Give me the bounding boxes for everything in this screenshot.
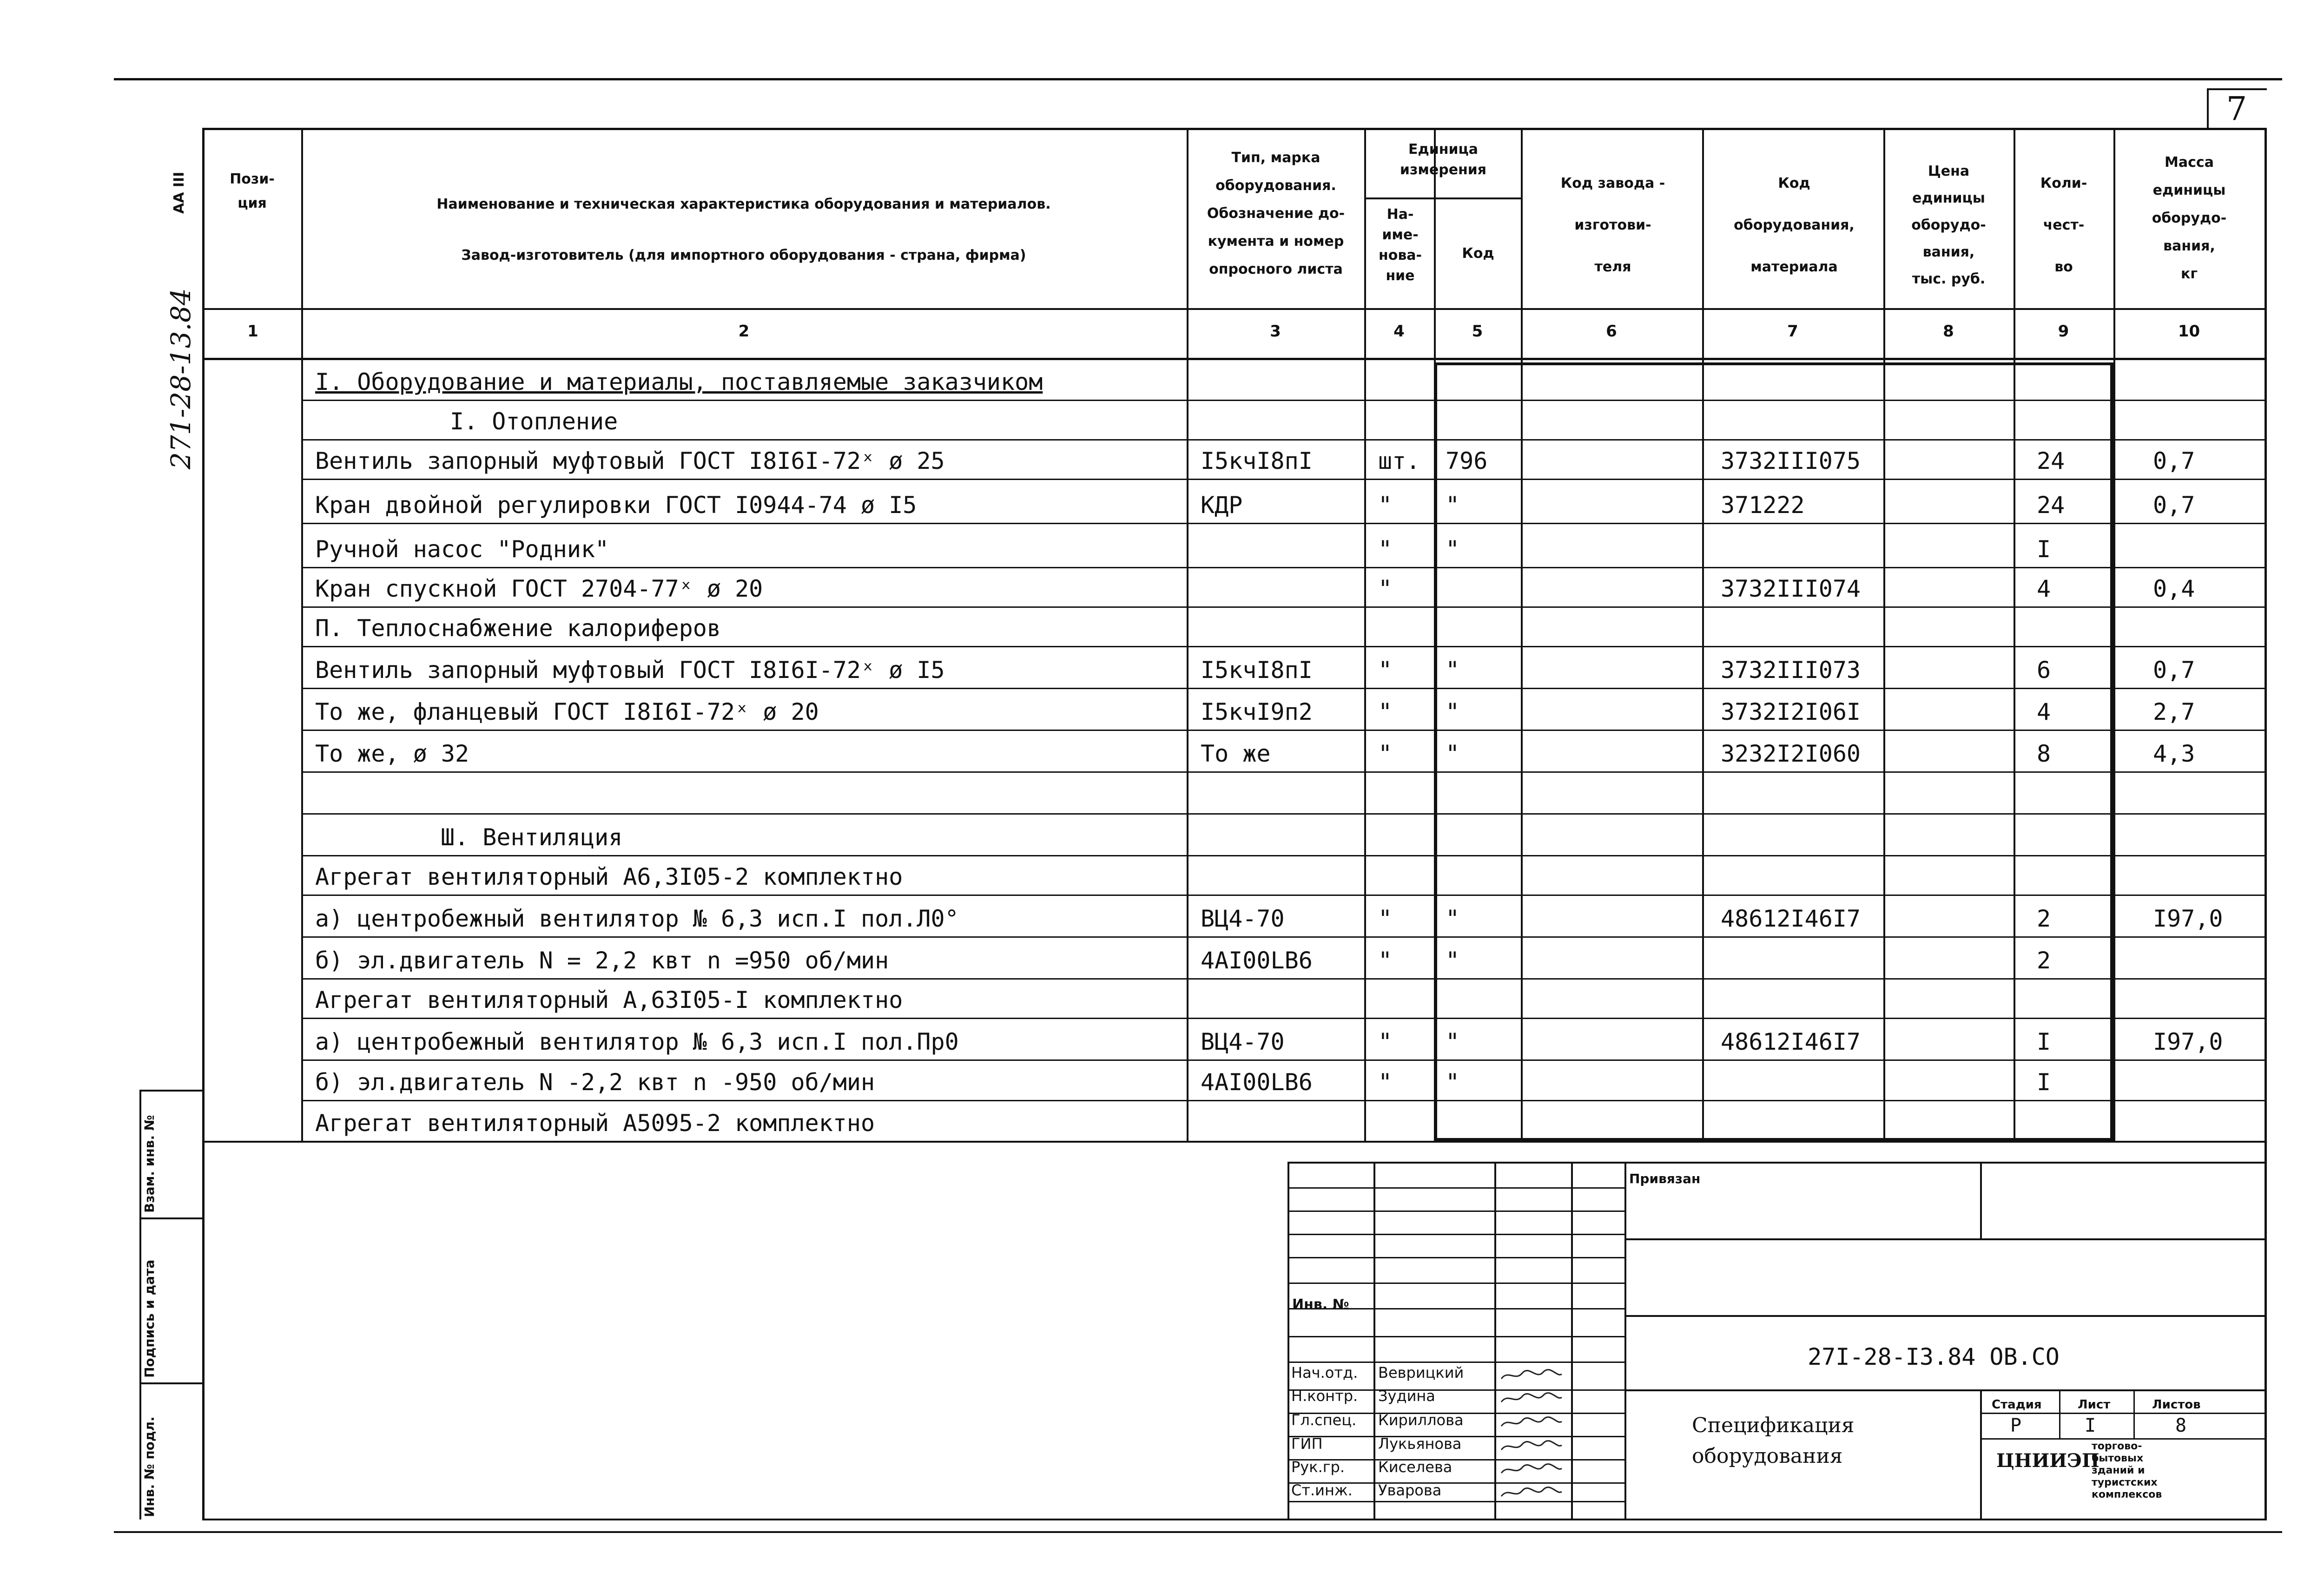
signer-role: ГИП: [1291, 1435, 1323, 1453]
column-number-10: 10: [2178, 322, 2200, 341]
row-quantity: I: [2037, 1069, 2051, 1096]
side-mark: АА III: [171, 171, 187, 214]
row-rule-5: [301, 567, 2265, 568]
frame-top: [202, 128, 2267, 130]
tb-stage-row2: [1980, 1438, 2265, 1440]
header-col7: Код оборудования, материала: [1734, 175, 1855, 275]
column-number-8: 8: [1943, 322, 1954, 341]
tb-stage-split: [1980, 1389, 1982, 1520]
row-equipment-code: 371222: [1721, 492, 1805, 519]
row-rule-2: [301, 439, 2265, 441]
privyazan-label: Привязан: [1629, 1171, 1701, 1186]
row-rule-13: [301, 895, 2265, 896]
inv-no-label: Инв. №: [1292, 1296, 1349, 1313]
row-rule-14: [301, 936, 2265, 938]
row-code: ": [1446, 947, 1460, 974]
signature-scribble: [1499, 1368, 1564, 1382]
side-label-podpis: Подпись и дата: [142, 1259, 157, 1378]
row-quantity: 4: [2037, 575, 2051, 602]
frame-right: [2265, 128, 2267, 1520]
row-equipment-code: 48612I46I7: [1721, 905, 1861, 932]
row-name: Ручной насос "Родник": [315, 536, 609, 563]
organization-subtitle: торгово- бытовых зданий и туристских комплексов: [2092, 1441, 2162, 1500]
signature-scribble: [1499, 1440, 1564, 1454]
signature-scribble: [1499, 1416, 1564, 1430]
tb-hline-7: [1287, 1362, 1624, 1363]
row-type: То же: [1201, 740, 1271, 767]
row-type: I5кчI9п2: [1201, 698, 1313, 725]
row-rule-9: [301, 730, 2265, 731]
sheet-label: Лист: [2078, 1398, 2111, 1412]
column-number-3: 3: [1270, 322, 1281, 341]
signature-scribble: [1499, 1486, 1564, 1500]
column-number-9: 9: [2058, 322, 2069, 341]
signer-role: Гл.спец.: [1291, 1411, 1357, 1429]
sheet-value: I: [2085, 1415, 2096, 1436]
header-col6: Код завода - изготови- теля: [1560, 175, 1665, 275]
tb-vline-2: [1571, 1162, 1573, 1520]
row-mass: I97,0: [2153, 1028, 2223, 1055]
row-name: Кран спускной ГОСТ 2704-77ˣ ø 20: [315, 575, 763, 602]
tb-hline-1: [1287, 1210, 1624, 1212]
signer-name: Веврицкий: [1378, 1364, 1464, 1381]
tb-right-row2: [1624, 1315, 2265, 1317]
organization-name: ЦНИИЭП: [1996, 1450, 2100, 1472]
signer-role: Нач.отд.: [1291, 1364, 1358, 1381]
row-code: ": [1446, 740, 1460, 767]
row-equipment-code: 3732III075: [1721, 447, 1861, 474]
row-name: Вентиль запорный муфтовый ГОСТ I8I6I-72ˣ ø I5: [315, 657, 945, 684]
row-quantity: 2: [2037, 947, 2051, 974]
row-name: а) центробежный вентилятор № 6,3 исп.I пол.Пр0: [315, 1028, 959, 1055]
row-name: П. Теплоснабжение калориферов: [315, 615, 721, 642]
row-name: Агрегат вентиляторный А6,3I05-2 комплектно: [315, 863, 903, 890]
header-col4: На- име- нова- ние: [1378, 206, 1422, 284]
tb-sheets-split: [2133, 1389, 2135, 1438]
header-col1: Пози- ция: [230, 171, 275, 211]
signature-scribble: [1499, 1392, 1564, 1406]
column-rule-2: [301, 130, 303, 1141]
row-mass: 2,7: [2153, 698, 2195, 725]
row-rule-8: [301, 688, 2265, 689]
row-quantity: 4: [2037, 698, 2051, 725]
tb-left: [1287, 1162, 1289, 1520]
document-title: Спецификация оборудования: [1692, 1414, 1855, 1468]
header-unit-group: Единица измерения: [1400, 141, 1487, 178]
stage-value: Р: [2010, 1415, 2022, 1436]
signer-name: Киселева: [1378, 1458, 1452, 1476]
row-name: Агрегат вентиляторный А5095-2 комплектно: [315, 1110, 875, 1137]
row-name: Ш. Вентиляция: [441, 824, 623, 851]
row-equipment-code: 3732III073: [1721, 657, 1861, 684]
row-unit: шт.: [1378, 447, 1420, 474]
row-equipment-code: 3732I2I06I: [1721, 698, 1861, 725]
row-unit: ": [1378, 536, 1393, 563]
row-rule-7: [301, 646, 2265, 647]
row-equipment-code: 48612I46I7: [1721, 1028, 1861, 1055]
row-quantity: 24: [2037, 447, 2065, 474]
signer-role: Ст.инж.: [1291, 1481, 1353, 1499]
row-name: То же, ø 32: [315, 740, 469, 767]
row-unit: ": [1378, 740, 1393, 767]
row-name: Агрегат вентиляторный А,63I05-I комплектно: [315, 987, 903, 1013]
row-mass: 0,7: [2153, 492, 2195, 519]
left-strip-div1: [139, 1217, 203, 1219]
row-rule-18: [301, 1100, 2265, 1101]
row-unit: ": [1378, 698, 1393, 725]
row-name: а) центробежный вентилятор № 6,3 исп.I пол.Л0°: [315, 905, 959, 932]
row-type: КДР: [1201, 492, 1243, 519]
header-col5: Код: [1462, 245, 1494, 262]
row-code: ": [1446, 1028, 1460, 1055]
column-number-4: 4: [1393, 322, 1405, 341]
bold-box-top: [1434, 362, 2113, 365]
row-unit: ": [1378, 1028, 1393, 1055]
tb-hline-13: [1287, 1501, 1624, 1502]
tb-top: [1287, 1162, 2265, 1164]
row-unit: ": [1378, 1069, 1393, 1096]
row-unit: ": [1378, 657, 1393, 684]
tb-divider: [1624, 1162, 1626, 1520]
frame-bottom: [202, 1519, 2267, 1520]
row-code: ": [1446, 1069, 1460, 1096]
row-rule-17: [301, 1059, 2265, 1061]
row-equipment-code: 3732III074: [1721, 575, 1861, 602]
row-code: ": [1446, 536, 1460, 563]
tb-right-row3: [1624, 1389, 2265, 1391]
row-rule-1: [301, 400, 2265, 401]
row-rule-10: [301, 771, 2265, 773]
document-code: 27I-28-I3.84 ОВ.СО: [1808, 1343, 2060, 1370]
row-name: То же, фланцевый ГОСТ I8I6I-72ˣ ø 20: [315, 698, 819, 725]
tb-stage-row: [1980, 1413, 2265, 1414]
signer-name: Кириллова: [1378, 1411, 1464, 1429]
row-mass: I97,0: [2153, 905, 2223, 932]
header-rule: [202, 308, 2267, 310]
signer-role: Рук.гр.: [1291, 1458, 1345, 1476]
header-col8: Цена единицы оборудо- вания, тыс. руб.: [1911, 163, 1986, 287]
row-mass: 0,4: [2153, 575, 2195, 602]
sheets-value: 8: [2175, 1415, 2187, 1436]
signer-name: Зудина: [1378, 1387, 1435, 1405]
left-strip-line: [139, 1090, 141, 1520]
row-rule-6: [301, 606, 2265, 608]
column-number-rule: [202, 358, 2267, 360]
row-unit: ": [1378, 905, 1393, 932]
tb-hline-3: [1287, 1257, 1624, 1258]
column-number-6: 6: [1606, 322, 1617, 341]
row-name: Кран двойной регулировки ГОСТ I0944-74 ø I5: [315, 492, 917, 519]
tb-vline-1: [1494, 1162, 1496, 1520]
row-type: I5кчI8пI: [1201, 447, 1313, 474]
side-code: 271-28-13.84: [165, 288, 197, 469]
row-rule-4: [301, 523, 2265, 524]
row-type: I5кчI8пI: [1201, 657, 1313, 684]
side-label-inv: Инв. № подл.: [142, 1416, 157, 1517]
unit-group-rule: [1364, 197, 1521, 199]
row-rule-12: [301, 855, 2265, 856]
row-name: б) эл.двигатель N = 2,2 квт n =950 об/мин: [315, 947, 889, 974]
stage-label: Стадия: [1992, 1398, 2042, 1412]
row-type: 4АI00LВ6: [1201, 1069, 1313, 1096]
table-bottom-rule: [205, 1141, 2265, 1143]
header-col9: Коли- чест- во: [2040, 175, 2087, 275]
row-rule-16: [301, 1018, 2265, 1019]
row-type: 4АI00LВ6: [1201, 947, 1313, 974]
row-code: ": [1446, 698, 1460, 725]
row-code: 796: [1446, 447, 1488, 474]
column-number-5: 5: [1472, 322, 1483, 341]
row-quantity: 24: [2037, 492, 2065, 519]
row-name: Вентиль запорный муфтовый ГОСТ I8I6I-72ˣ ø 25: [315, 447, 945, 474]
signer-role: Н.контр.: [1291, 1387, 1358, 1405]
header-col2: Наименование и техническая характеристика оборудования и материалов. Завод-изготовитель (для импортного оборудования - страна, фирма): [436, 196, 1051, 263]
signature-scribble: [1499, 1463, 1564, 1477]
left-strip-top: [139, 1090, 203, 1092]
side-label-vzam: Взам. инв. №: [142, 1115, 157, 1213]
row-quantity: I: [2037, 1028, 2051, 1055]
row-type: ВЦ4-70: [1201, 905, 1285, 932]
row-unit: ": [1378, 575, 1393, 602]
sheets-label: Листов: [2152, 1398, 2201, 1412]
row-mass: 4,3: [2153, 740, 2195, 767]
row-code: ": [1446, 492, 1460, 519]
tb-vline-0: [1373, 1162, 1375, 1520]
row-unit: ": [1378, 947, 1393, 974]
header-col3: Тип, марка оборудования. Обозначение до- кумента и номер опросного листа: [1207, 150, 1345, 277]
tb-sheet-split: [2059, 1389, 2060, 1438]
top-rule: [114, 78, 2282, 80]
tb-hline-2: [1287, 1234, 1624, 1235]
row-rule-11: [301, 813, 2265, 815]
signer-name: Лукьянова: [1378, 1435, 1462, 1453]
row-quantity: 2: [2037, 905, 2051, 932]
tb-hline-4: [1287, 1283, 1624, 1284]
row-unit: ": [1378, 492, 1393, 519]
column-rule-4: [1364, 130, 1366, 1141]
tb-hline-0: [1287, 1187, 1624, 1189]
row-rule-15: [301, 978, 2265, 980]
row-name: I. Оборудование и материалы, поставляемые заказчиком: [315, 368, 1043, 395]
tb-privyazan-split: [1980, 1162, 1982, 1238]
row-code: ": [1446, 657, 1460, 684]
left-strip-div2: [139, 1382, 203, 1384]
row-rule-3: [301, 479, 2265, 480]
row-equipment-code: 3232I2I060: [1721, 740, 1861, 767]
row-code: ": [1446, 905, 1460, 932]
header-col10: Масса единицы оборудо- вания, кг: [2152, 154, 2227, 282]
row-type: ВЦ4-70: [1201, 1028, 1285, 1055]
row-mass: 0,7: [2153, 657, 2195, 684]
row-quantity: 6: [2037, 657, 2051, 684]
row-name: I. Отопление: [450, 408, 618, 435]
row-quantity: I: [2037, 536, 2051, 563]
row-quantity: 8: [2037, 740, 2051, 767]
row-name: б) эл.двигатель N -2,2 квт n -950 об/мин: [315, 1069, 875, 1096]
column-number-7: 7: [1787, 322, 1798, 341]
column-number-1: 1: [247, 322, 258, 341]
bottom-rule: [114, 1531, 2282, 1533]
page-number: 7: [2226, 90, 2247, 128]
tb-hline-6: [1287, 1336, 1624, 1337]
signer-name: Уварова: [1378, 1481, 1442, 1499]
row-mass: 0,7: [2153, 447, 2195, 474]
column-number-2: 2: [738, 322, 750, 341]
tb-right-row1: [1624, 1238, 2265, 1240]
